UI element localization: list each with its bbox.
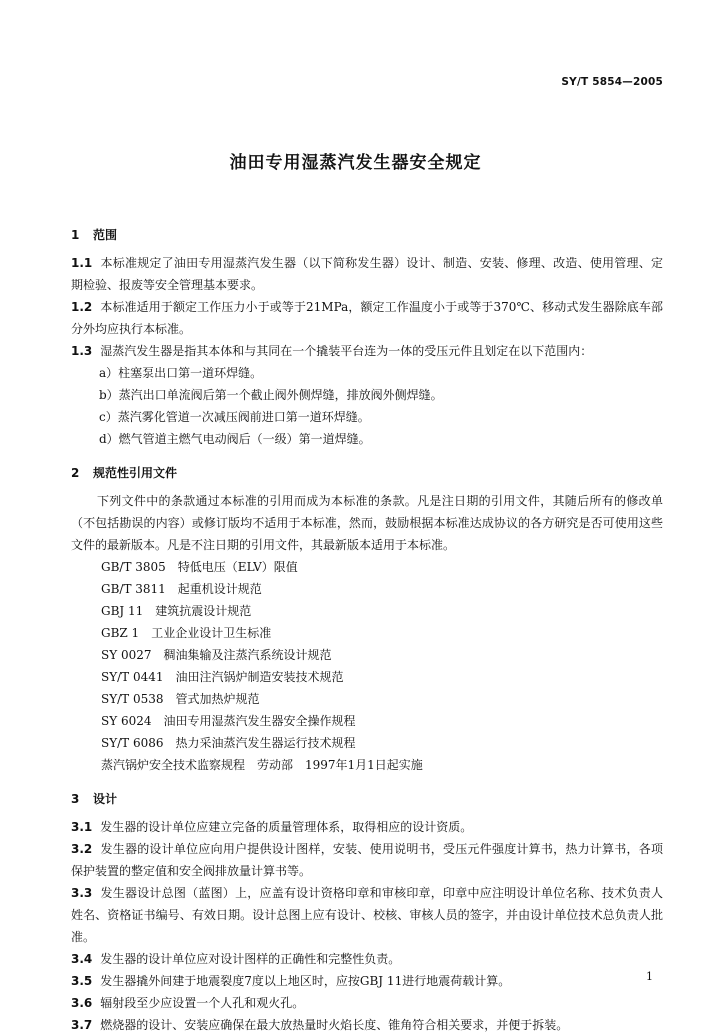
- list-item: a）柱塞泵出口第一道环焊缝。: [99, 366, 263, 380]
- references-intro: 下列文件中的条款通过本标准的引用而成为本标准的条款。凡是注日期的引用文件，其随后所有的修改单（不包括勘误的内容）或修订版均不适用于本标准，然而，鼓励根据本标准达成协议的各方研究是否可使用这些文件的最新版本。凡是不注日期的引用文件，其最新版本适用于本标准。: [71, 494, 663, 552]
- list-item: d）燃气管道主燃气电动阀后（一级）第一道焊缝。: [99, 432, 371, 446]
- clause-3-7: 3.7 燃烧器的设计、安装应确保在最大放热量时火焰长度、锥角符合相关要求，并便于拆装。: [71, 1018, 569, 1032]
- page-number: 1: [646, 970, 653, 983]
- standard-code: SY/T 5854—2005: [561, 76, 663, 88]
- reference-item: GB/T 3811 起重机设计规范: [101, 582, 262, 596]
- section-heading-1: 1 范围: [71, 228, 118, 242]
- clause-3-1: 3.1 发生器的设计单位应建立完备的质量管理体系，取得相应的设计资质。: [71, 820, 473, 834]
- reference-item: GBZ 1 工业企业设计卫生标准: [101, 626, 272, 640]
- reference-item: SY 6024 油田专用湿蒸汽发生器安全操作规程: [101, 714, 356, 728]
- clause-3-2: 3.2 发生器的设计单位应向用户提供设计图样，安装、使用说明书，受压元件强度计算书，热力计算书，各项保护装置的整定值和安全阀排放量计算书等。: [71, 842, 663, 878]
- reference-item: SY/T 0441 油田注汽锅炉制造安装技术规范: [101, 670, 344, 684]
- clause-3-4: 3.4 发生器的设计单位应对设计图样的正确性和完整性负责。: [71, 952, 401, 966]
- clause-3-5: 3.5 发生器撬外间建于地震裂度7度以上地区时，应按GBJ 11进行地震荷载计算。: [71, 974, 511, 988]
- clause-1-3: 1.3 湿蒸汽发生器是指其本体和与其同在一个撬装平台连为一体的受压元件且划定在以下范围内：: [71, 344, 593, 358]
- clause-1-2: 1.2 本标准适用于额定工作压力小于或等于21MPa，额定工作温度小于或等于370℃、移动式发生器除底车部分外均应执行本标准。: [71, 300, 663, 336]
- reference-item: SY/T 6086 热力采油蒸汽发生器运行技术规程: [101, 736, 356, 750]
- list-item: b）蒸汽出口单流阀后第一个截止阀外侧焊缝，排放阀外侧焊缝。: [99, 388, 443, 402]
- reference-item: SY 0027 稠油集输及注蒸汽系统设计规范: [101, 648, 332, 662]
- reference-item: 蒸汽锅炉安全技术监察规程 劳动部 1997年1月1日起实施: [101, 758, 423, 772]
- reference-item: GB/T 3805 特低电压（ELV）限值: [101, 560, 298, 574]
- section-heading-3: 3 设计: [71, 792, 118, 806]
- clause-3-3: 3.3 发生器设计总图（蓝图）上，应盖有设计资格印章和审核印章，印章中应注明设计单位名称、技术负责人姓名、资格证书编号、有效日期。设计总图上应有设计、校核、审核人员的签字，并由设计单位技术总负责人批准。: [71, 886, 663, 944]
- document-title: 油田专用湿蒸汽发生器安全规定: [229, 153, 482, 173]
- list-item: c）蒸汽雾化管道一次减压阀前进口第一道环焊缝。: [99, 410, 370, 424]
- section-heading-2: 2 规范性引用文件: [71, 466, 178, 480]
- clause-1-1: 1.1 本标准规定了油田专用湿蒸汽发生器（以下简称发生器）设计、制造、安装、修理、改造、使用管理、定期检验、报废等安全管理基本要求。: [71, 256, 663, 292]
- document-body: [71, 218, 663, 1036]
- clause-3-6: 3.6 辐射段至少应设置一个人孔和观火孔。: [71, 996, 305, 1010]
- reference-item: GBJ 11 建筑抗震设计规范: [101, 604, 252, 618]
- reference-item: SY/T 0538 管式加热炉规范: [101, 692, 260, 706]
